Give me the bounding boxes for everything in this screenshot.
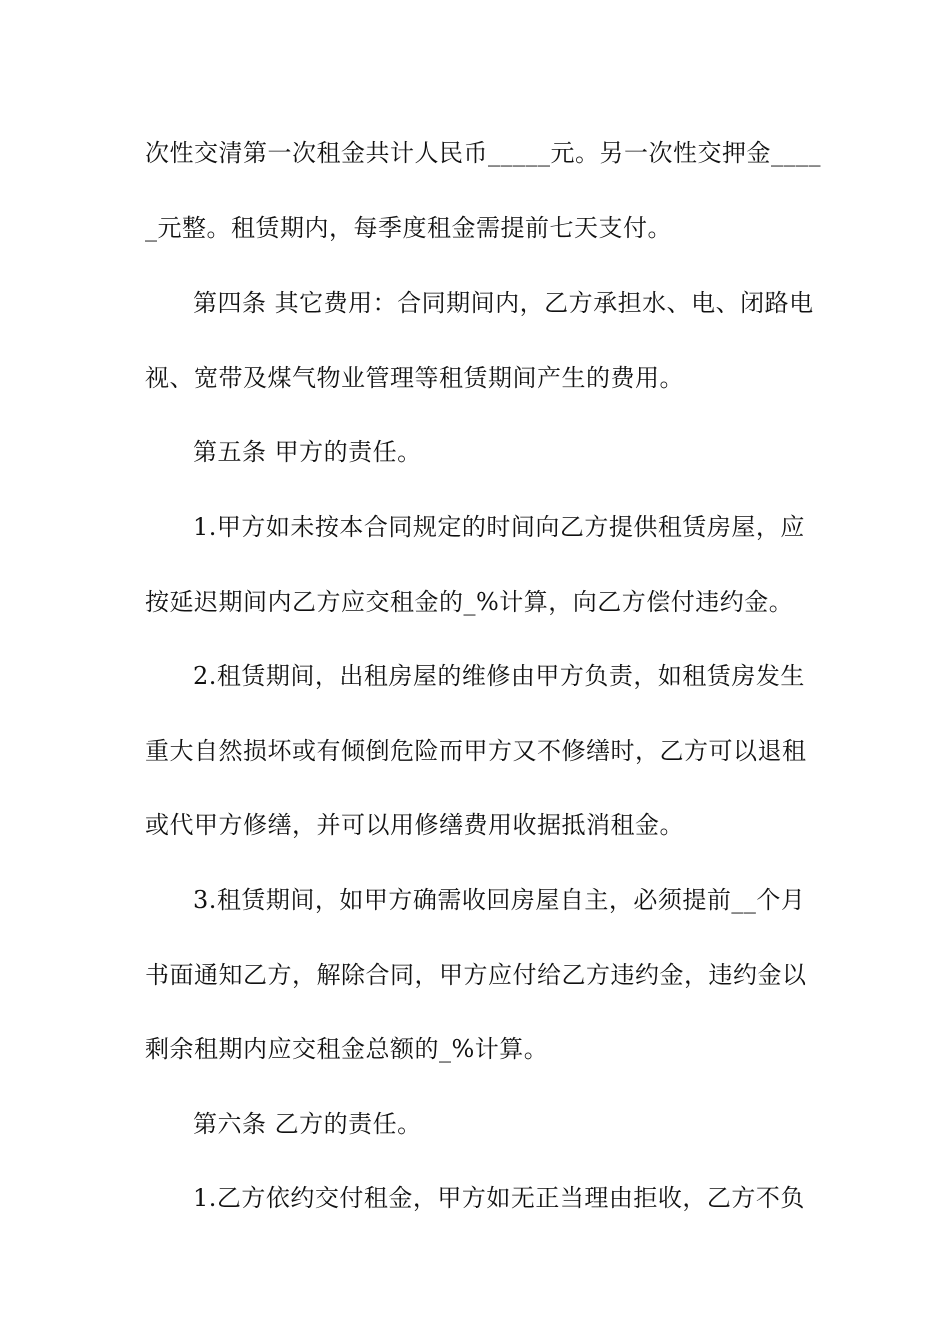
clause-item: 1.乙方依约交付租金，甲方如无正当理由拒收，乙方不负 <box>193 1184 805 1212</box>
clause-item: 3.租赁期间，如甲方确需收回房屋自主，必须提前__个月 <box>193 886 806 914</box>
clause-item: 2.租赁期间，出租房屋的维修由甲方负责，如租赁房发生 <box>193 662 805 690</box>
clause-item: 1.甲方如未按本合同规定的时间向乙方提供租赁房屋，应 <box>193 513 805 541</box>
text-line: 书面通知乙方，解除合同，甲方应付给乙方违约金，违约金以 <box>145 961 807 989</box>
article-four-heading: 第四条 其它费用：合同期间内，乙方承担水、电、闭路电 <box>193 289 814 317</box>
text-line: 或代甲方修缮，并可以用修缮费用收据抵消租金。 <box>145 811 684 839</box>
article-five-heading: 第五条 甲方的责任。 <box>193 438 422 466</box>
text-line: _元整。租赁期内，每季度租金需提前七天支付。 <box>145 214 672 242</box>
text-line: 重大自然损坏或有倾倒危险而甲方又不修缮时，乙方可以退租 <box>145 737 807 765</box>
text-line: 视、宽带及煤气物业管理等租赁期间产生的费用。 <box>145 364 684 392</box>
text-line: 次性交清第一次租金共计人民币_____元。另一次性交押金____ <box>145 139 821 167</box>
article-six-heading: 第六条 乙方的责任。 <box>193 1110 422 1138</box>
text-line: 剩余租期内应交租金总额的_%计算。 <box>145 1035 549 1063</box>
text-line: 按延迟期间内乙方应交租金的_%计算，向乙方偿付违约金。 <box>145 588 794 616</box>
